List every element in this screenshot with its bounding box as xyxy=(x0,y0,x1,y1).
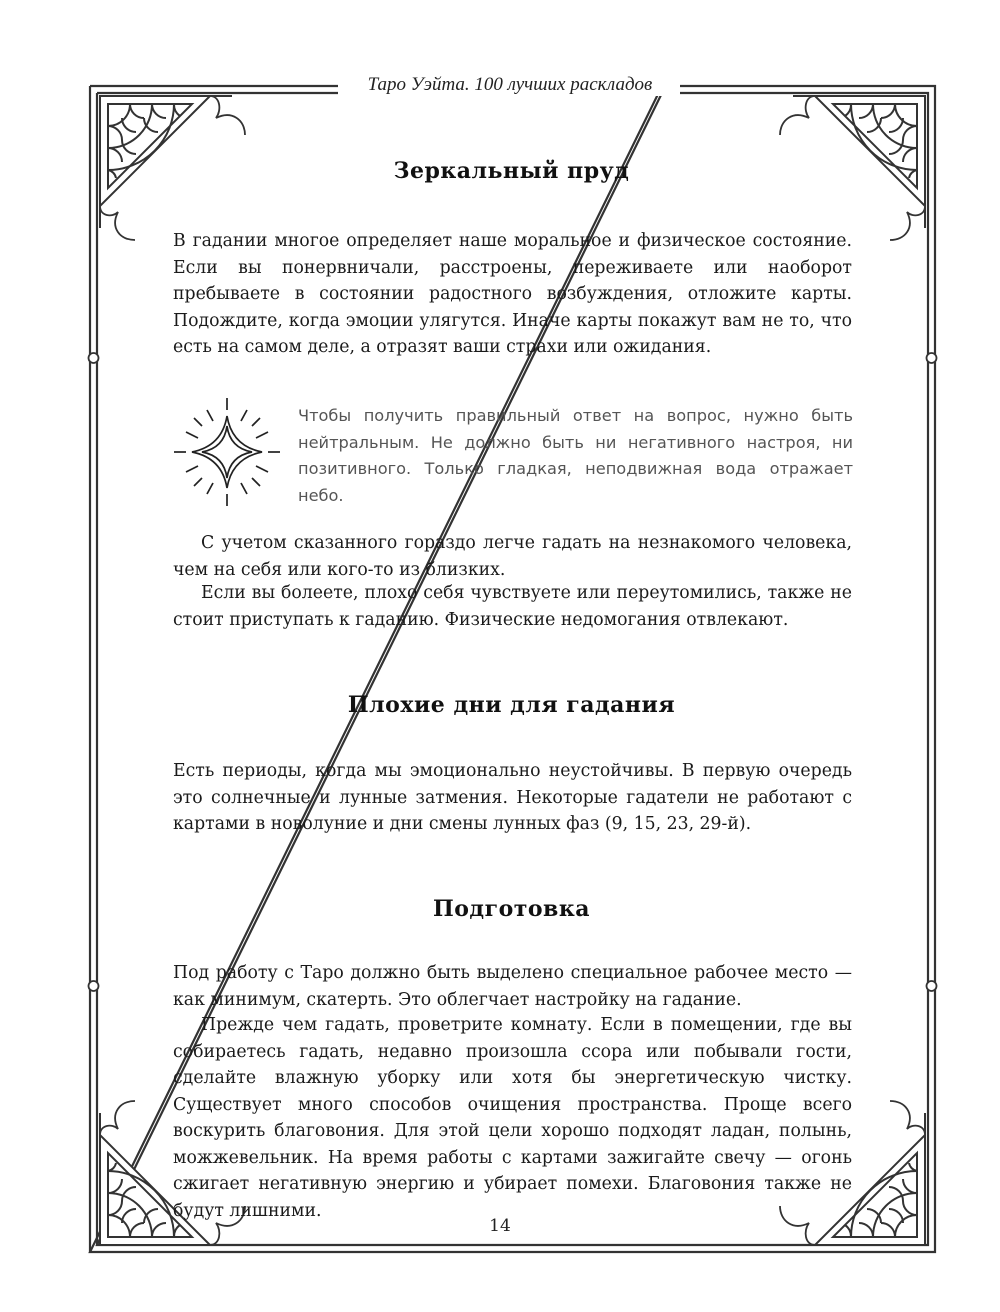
section-heading-preparation: Подготовка xyxy=(432,896,590,922)
body-paragraph: Есть периоды, когда мы эмоционально неустойчивы. В первую очередь это солнечные и лунные затмения. Некоторые гадатели не работают с картами в новолуние и дни смены лунных фаз (9, 15, 23, 29-й). xyxy=(173,761,852,834)
page-number: 14 xyxy=(489,1216,511,1236)
section-heading-bad-days: Плохие дни для гадания xyxy=(347,692,676,718)
body-paragraph: С учетом сказанного гораздо легче гадать на незнакомого человека, чем на себя или кого-то из близких. xyxy=(173,533,852,580)
running-header: Таро Уэйта. 100 лучших раскладов xyxy=(340,74,680,96)
body-paragraph: Прежде чем гадать, проветрите комнату. Если в помещении, где вы собираетесь гадать, недавно произошла ссора или побывали гости, сделайте влажную уборку или хотя бы энергетическую чистку. Существует много способов очищения пространства. Проще всего воскурить благовония. Для этой цели хорошо подходят ладан, полынь, можжевельник. На время работы с картами зажигайте свечу — огонь сжигает негативную энергию и убирает помехи. Благовония также не будут лишними. xyxy=(173,1015,852,1221)
body-paragraph: Под работу с Таро должно быть выделено специальное рабочее место — как минимум, скатерть. Это облегчает настройку на гадание. xyxy=(173,963,852,1010)
side-note: Чтобы получить правильный ответ на вопрос, нужно быть нейтральным. Не должно быть ни негативного настроя, ни позитивного. Только гладкая, неподвижная вода отражает небо. xyxy=(298,406,853,505)
section-heading-mirror-pond: Зеркальный пруд xyxy=(393,158,630,184)
body-paragraph: В гадании многое определяет наше моральное и физическое состояние. Если вы понервничали, расстроены, переживаете или наоборот пребываете в состоянии радостного возбуждения, отложите карты. Подождите, когда эмоции улягутся. Иначе карты покажут вам не то, что есть на самом деле, а отразят ваши страхи или ожидания. xyxy=(173,231,852,357)
sparkle-star-icon xyxy=(172,396,282,506)
body-paragraph: Если вы болеете, плохо себя чувствуете или переутомились, также не стоит приступать к гаданию. Физические недомогания отвлекают. xyxy=(173,583,852,630)
